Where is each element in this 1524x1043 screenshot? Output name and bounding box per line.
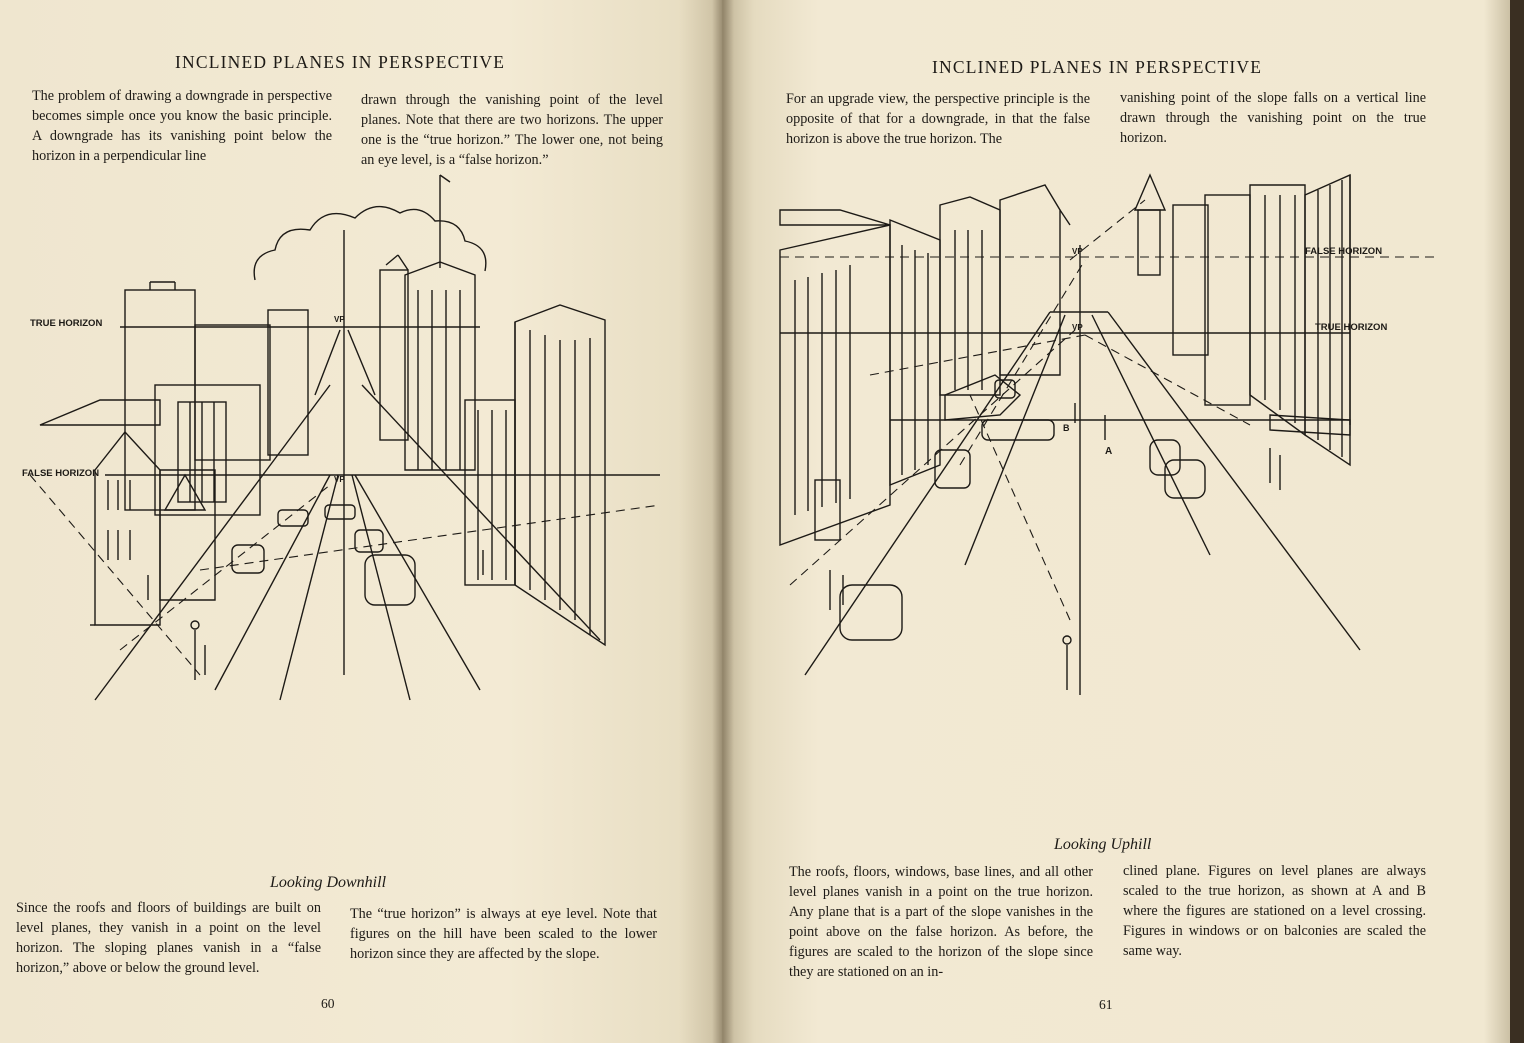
right-body-column-1: The roofs, floors, windows, base lines, and all other level planes vanish in a point on the true horizon. Any plane that is a part of the slope vanishes in the point above on the false horizon. As before, the figures are scaled to the horizon of the slope since they are stationed on an in- xyxy=(789,864,1093,980)
book-gutter-shadow xyxy=(712,0,734,1043)
right-intro-column-1: For an upgrade view, the perspective principle is the opposite of that for a downgrade, in that the false horizon is above the true horizon. The xyxy=(786,91,1090,147)
left-body-column-1: Since the roofs and floors of buildings are built on level planes, they vanish in a point on the level horizon. The sloping planes vanish in a “false horizon,” above or below the ground level. xyxy=(16,900,321,976)
point-a-label: A xyxy=(1105,446,1113,457)
false-horizon-label: FALSE HORIZON xyxy=(22,468,100,479)
right-intro-column-2: vanishing point of the slope falls on a vertical line drawn through the vanishing point on the true horizon. xyxy=(1120,90,1426,146)
uphill-street-illustration xyxy=(770,165,1440,705)
true-horizon-label-right: TRUE HORIZON xyxy=(1315,322,1388,333)
page-edge xyxy=(1510,0,1524,1043)
left-intro-column-1: The problem of drawing a downgrade in perspective becomes simple once you know the basic principle. A downgrade has its vanishing point below the horizon in a perpendicular line xyxy=(32,88,332,164)
upper-vanishing-point-label-right: VP xyxy=(1072,247,1083,256)
downhill-street-illustration xyxy=(0,170,700,710)
true-horizon-label: TRUE HORIZON xyxy=(30,318,103,329)
left-page xyxy=(0,0,722,1043)
left-page-number: 60 xyxy=(321,996,335,1011)
right-page-heading: INCLINED PLANES IN PERSPECTIVE xyxy=(932,57,1263,77)
upper-vanishing-point-label: VP xyxy=(334,315,345,324)
point-b-label: B xyxy=(1063,423,1070,433)
right-page xyxy=(722,0,1524,1043)
right-body-column-2: clined plane. Figures on level planes are always scaled to the true horizon, as shown at A and B where the figures are stationed on a level crossing. Figures in windows or on balconies are scaled the same way. xyxy=(1123,863,1426,959)
left-illustration-caption: Looking Downhill xyxy=(270,874,387,891)
false-horizon-label-right: FALSE HORIZON xyxy=(1305,246,1383,257)
left-page-heading: INCLINED PLANES IN PERSPECTIVE xyxy=(175,52,506,72)
left-intro-column-2: drawn through the vanishing point of the level planes. Note that there are two horizons. The upper one is the “true horizon.” The lower one, not being an eye level, is a “false horizon.” xyxy=(361,92,663,168)
lower-vanishing-point-label-right: VP xyxy=(1072,323,1083,332)
right-illustration-caption: Looking Uphill xyxy=(1054,836,1152,853)
left-body-column-2: The “true horizon” is always at eye level. Note that figures on the hill have been scaled to the lower horizon since they are affected by the slope. xyxy=(350,906,657,962)
lower-vanishing-point-label: VP xyxy=(334,475,345,484)
right-page-number: 61 xyxy=(1099,997,1113,1012)
